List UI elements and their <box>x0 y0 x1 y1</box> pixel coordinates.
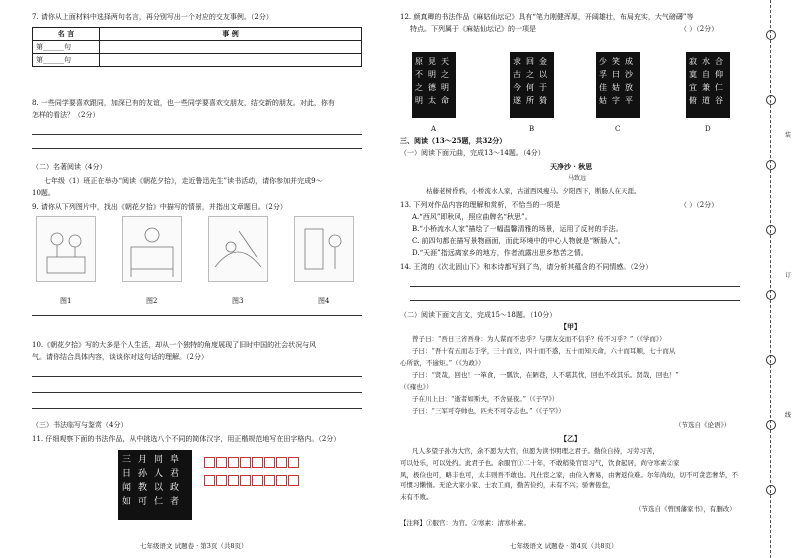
passage-jia-line6: 子在川上曰：“逝者如斯夫，不舍昼夜。”（《子罕》） <box>412 395 559 403</box>
svg-text:教: 教 <box>138 483 148 493</box>
binding-hole <box>766 290 776 300</box>
binding-hole <box>766 225 776 235</box>
right-page-footer: 七年级语文 试题卷 · 第4页（共8页） <box>510 542 618 550</box>
svg-text:如: 如 <box>122 497 132 507</box>
tianzi-grid-row-2[interactable] <box>204 475 300 486</box>
svg-text:何: 何 <box>526 83 534 92</box>
reading-intro-line2: 10题。 <box>32 189 55 197</box>
right-page <box>400 0 750 558</box>
svg-text:合: 合 <box>715 57 723 66</box>
svg-text:同: 同 <box>154 455 164 465</box>
svg-text:者: 者 <box>170 497 180 507</box>
svg-text:孙: 孙 <box>138 469 148 479</box>
svg-text:求: 求 <box>513 57 521 66</box>
poem-body: 枯藤老树昏鸦，小桥流水人家，古道西风瘦马。夕阳西下，断肠人在天涯。 <box>426 187 641 195</box>
svg-text:德: 德 <box>428 83 436 92</box>
passage-jia-line1: 曾子曰：“吾日三省吾身：为人谋而不忠乎？与朋友交而不信乎？传不习乎？”（《学而》） <box>412 335 666 343</box>
question-13-option-c: C. 前四句都在描写景物画面，而此环境中的中心人物就是“断肠人”。 <box>412 237 625 245</box>
passage-jia-label: 【甲】 <box>560 322 581 331</box>
svg-text:沙: 沙 <box>625 70 633 79</box>
question-10-line1: 10.《朝花夕拾》写的大多是个人生活，却从一个独特的角度展现了旧时中国的社会状况与风 <box>32 341 317 349</box>
svg-text:俯: 俯 <box>689 96 697 105</box>
table-row-2-label: 第______句 <box>33 54 100 67</box>
figure-1-label: 图1 <box>60 297 72 305</box>
svg-text:君: 君 <box>170 469 180 479</box>
answer-line[interactable] <box>410 300 740 301</box>
reading-section-title: 三、阅读（13～25题，共32分） <box>400 136 507 145</box>
svg-text:水: 水 <box>702 57 710 66</box>
reading-intro-line1: 七年级（1）班正在举办“阅读《朝花夕拾》，走近鲁迅先生”读书活动，请你参加并完成9～ <box>44 177 323 185</box>
svg-text:少: 少 <box>599 57 607 66</box>
svg-text:之: 之 <box>415 83 423 92</box>
svg-text:放: 放 <box>625 83 633 92</box>
binding-hole <box>766 95 776 105</box>
table-row-2-answer[interactable] <box>100 54 362 67</box>
svg-text:兼: 兼 <box>702 83 710 92</box>
answer-line[interactable] <box>32 376 362 377</box>
passage-jia-line4: 子曰：“贤哉，回也！一箪食，一瓢饮，在陋巷，人不堪其忧，回也不改其乐。贤哉，回也！” <box>412 371 679 379</box>
passage-jia-line2: 子曰：“吾十有五而志于学，三十而立，四十而不惑，五十而知天命，六十而耳顺，七十而从 <box>412 347 676 355</box>
binding-hole <box>766 485 776 495</box>
binding-margin <box>752 0 794 558</box>
passage-yi-line3: 风，极俭也可，略丰也可，太丰则吾不敢也。凡仕宦之家，由俭入奢易，由奢返俭难。尔年尚幼，切不可贪恋奢华，不可惯习懒惰。无论大家小家、士农工商，勤苦俭约，未有不兴；骄奢倦怠， <box>400 471 738 489</box>
svg-text:明: 明 <box>415 96 423 105</box>
binding-label-xian: 线 <box>785 412 792 419</box>
option-a-label: A <box>431 125 437 133</box>
svg-text:以: 以 <box>539 70 547 79</box>
left-page-footer: 七年级语文 试题卷 · 第3页（共8页） <box>140 542 248 550</box>
question-14: 14. 王湾的《次北固山下》和本诗都写到了鸟，请分析其蕴含的不同情感。（2分） <box>400 263 653 271</box>
question-13-answer-paren[interactable]: （ ）（2分） <box>680 201 719 209</box>
svg-text:闻: 闻 <box>122 483 132 493</box>
svg-text:三: 三 <box>122 455 132 465</box>
question-13-option-d: D.“天涯”指远离家乡的地方，作者流露出思乡愁苦之情。 <box>412 249 588 257</box>
binding-hole <box>766 420 776 430</box>
question-13-option-a: A.“西风”即秋风，照应曲牌名“秋思”。 <box>412 213 532 221</box>
svg-text:谷: 谷 <box>715 96 723 105</box>
section-2-title: （二）名著阅读（4分） <box>32 163 107 171</box>
svg-text:道: 道 <box>702 96 710 105</box>
question-13: 13. 下列对作品内容的理解和赏析，不恰当的一项是 <box>400 201 561 209</box>
option-d-label: D <box>705 125 711 133</box>
svg-text:古: 古 <box>513 70 521 79</box>
passage-jia-line3: 心所欲，不逾矩。”（《为政》） <box>400 359 485 367</box>
answer-line[interactable] <box>32 392 362 393</box>
passage-yi-line2: 可以处乐，可以处约。此君子也。余服官①二十年，不敢稍染官宦习气，饮食起居，尚守寒素②家 <box>400 459 680 467</box>
passage-jia-line5: （《雍也》） <box>400 383 433 391</box>
svg-text:明: 明 <box>441 83 449 92</box>
question-9: 9. 请你从下列图片中，找出《朝花夕拾》中描写的情景，并指出文章题目。（2分） <box>32 203 287 211</box>
calligraphy-option-d-image <box>686 52 730 118</box>
svg-text:阜: 阜 <box>170 455 180 465</box>
question-11: 11. 仔细观察下面的书法作品，从中挑选八个不同的简体汉字，用正楷规范地写在田字格内。（2分） <box>32 435 341 443</box>
svg-text:日: 日 <box>122 469 132 479</box>
figure-4-label: 图4 <box>318 297 330 305</box>
option-c-label: C <box>615 125 621 133</box>
passage-yi-source: （节选自《曾国藩家书》，有删改） <box>635 505 736 513</box>
svg-text:寂: 寂 <box>689 57 697 66</box>
calligraphy-sample-image <box>118 450 192 520</box>
svg-text:命: 命 <box>441 96 449 105</box>
svg-text:佳: 佳 <box>599 83 607 92</box>
binding-label-zhuang: 装 <box>785 132 792 139</box>
passage-jia-source: （节选自《论语》） <box>675 421 731 429</box>
svg-text:寞: 寞 <box>689 70 697 79</box>
question-12-line1: 12. 颜真卿的书法作品《麻姑仙坛记》具有“笔力刚健浑厚，开阔雄壮，布局充实，大气磅礴”等 <box>400 13 694 21</box>
reading-subsection-1: （一）阅读下面元曲，完成13～14题。（4分） <box>400 149 545 157</box>
figure-3-image <box>208 216 268 282</box>
svg-text:見: 見 <box>428 57 436 66</box>
svg-text:不: 不 <box>415 70 423 79</box>
passage-jia-line7: 子曰：“三军可夺帅也，匹夫不可夺志也。”（《子罕》） <box>412 407 565 415</box>
reading-subsection-2: （二）阅读下面文言文，完成15～18题。（10分） <box>400 311 557 319</box>
table-row-1-label: 第______句 <box>33 41 100 54</box>
svg-text:猗: 猗 <box>539 96 547 105</box>
answer-line[interactable] <box>32 408 362 409</box>
svg-text:可: 可 <box>138 497 148 507</box>
answer-line[interactable] <box>32 315 362 316</box>
answer-line[interactable] <box>410 286 740 287</box>
question-13-option-b: B.“小桥流水人家”描绘了一幅温馨清雅的场景，运用了反衬的手法。 <box>412 225 623 233</box>
binding-hole <box>766 355 776 365</box>
question-12-line2: 特点。下列属于《麻姑仙坛记》的一项是 <box>410 25 536 33</box>
svg-text:姑: 姑 <box>599 96 607 105</box>
binding-hole <box>766 160 776 170</box>
svg-text:仁: 仁 <box>715 83 723 92</box>
svg-text:曰: 曰 <box>612 70 620 79</box>
calligraphy-option-a-image <box>412 52 456 118</box>
svg-text:自: 自 <box>702 70 710 79</box>
figure-4-image <box>294 216 354 282</box>
poem-author: 马致远 <box>568 175 587 182</box>
figure-2-image <box>122 216 182 282</box>
svg-text:政: 政 <box>170 483 180 493</box>
svg-text:宜: 宜 <box>689 83 697 92</box>
binding-hole <box>766 30 776 40</box>
question-8-line2: 怎样的看法？（2分） <box>32 111 100 119</box>
svg-text:所: 所 <box>526 96 534 105</box>
svg-text:姑: 姑 <box>612 83 620 92</box>
calligraphy-option-b-image <box>510 52 554 118</box>
answer-line[interactable] <box>32 134 362 135</box>
svg-text:金: 金 <box>539 57 547 66</box>
figure-3-label: 图3 <box>232 297 244 305</box>
svg-text:成: 成 <box>625 57 633 66</box>
passage-yi-line1: 凡人多望子孙为大官，余不愿为大官，但愿为读书明理之君子。勤俭自持，习劳习苦， <box>412 447 659 455</box>
binding-label-ding: 订 <box>785 272 792 279</box>
svg-text:人: 人 <box>154 469 164 479</box>
svg-text:笑: 笑 <box>612 57 620 66</box>
calligraphy-option-c-image <box>596 52 640 118</box>
svg-text:月: 月 <box>138 455 148 465</box>
table-header-quote: 名 言 <box>33 28 100 41</box>
svg-text:今: 今 <box>513 83 521 92</box>
left-page <box>0 0 390 558</box>
passage-yi-line4: 未有不败。 <box>400 493 433 501</box>
poem-title: 天净沙 · 秋思 <box>550 162 593 171</box>
svg-text:以: 以 <box>154 483 164 493</box>
svg-text:明: 明 <box>428 70 436 79</box>
figure-1-image <box>36 216 96 282</box>
question-8-line1: 8. 一些同学要喜欢跟同，加深已有的友谊，也一些同学要喜欢交朋友，结交新的朋友。对此，你有 <box>32 99 335 107</box>
table-row-1-answer[interactable] <box>100 41 362 54</box>
question-10-line2: 气。请你结合具体内容，谈谈你对这句话的理解。（2分） <box>32 353 208 361</box>
question-12-answer-paren[interactable]: （ ）（2分） <box>680 25 719 33</box>
svg-text:太: 太 <box>428 96 436 105</box>
svg-text:之: 之 <box>526 70 534 79</box>
passage-yi-label: 【乙】 <box>560 434 581 443</box>
section-3-title: （三）书法临写与鉴赏（4分） <box>32 421 128 429</box>
binding-dashed-line <box>770 0 771 558</box>
svg-text:天: 天 <box>441 57 449 66</box>
svg-text:回: 回 <box>526 57 534 66</box>
svg-text:原: 原 <box>415 57 423 66</box>
option-b-label: B <box>529 125 535 133</box>
svg-text:孚: 孚 <box>599 70 607 79</box>
tianzi-grid-row-1[interactable] <box>204 457 300 468</box>
svg-text:于: 于 <box>539 83 547 92</box>
quote-table <box>32 27 362 67</box>
figure-2-label: 图2 <box>146 297 158 305</box>
answer-line[interactable] <box>32 148 362 149</box>
svg-text:仰: 仰 <box>715 70 723 79</box>
svg-text:字: 字 <box>612 96 620 105</box>
question-7: 7. 请你从上面材料中选择两句名言，再分别写出一个对应的交友事例。（2分） <box>32 13 273 21</box>
table-header-example: 事 例 <box>100 28 362 41</box>
svg-text:仁: 仁 <box>154 497 164 507</box>
svg-text:平: 平 <box>625 96 633 105</box>
svg-text:遂: 遂 <box>513 96 521 105</box>
svg-text:之: 之 <box>441 70 449 79</box>
annotation-note: 【注释】①服官：为官。②寒素：清寒朴素。 <box>400 519 530 527</box>
